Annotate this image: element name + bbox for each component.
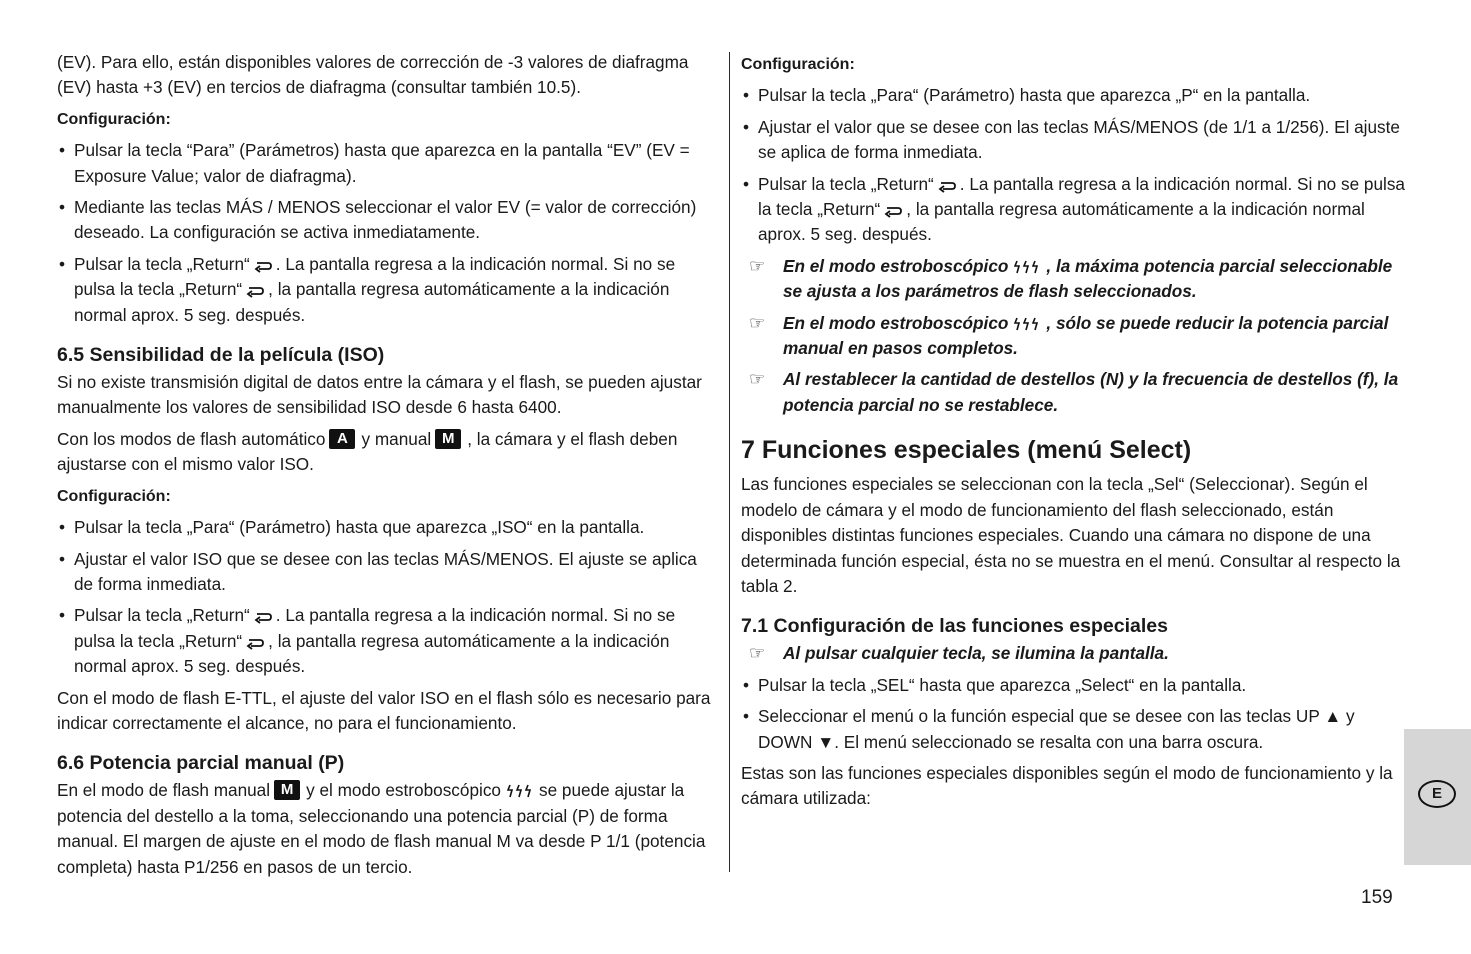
note-item (741, 367, 1406, 418)
note-text: En el modo estroboscópico (783, 312, 1009, 333)
bullet-item (741, 704, 1406, 755)
paragraph (57, 778, 719, 880)
bullet-text: . La pantalla regresa a la indicación normal. Si no se pulsa la tecla „Return“ (758, 173, 1405, 220)
bullet-dot: • (743, 85, 750, 106)
bullet-item (741, 115, 1406, 166)
bullet-text: Pulsar la tecla „Return“ (74, 253, 250, 274)
note-text: Al pulsar cualquier tecla, se ilumina la pantalla. (783, 643, 1169, 664)
note-item (741, 254, 1406, 305)
bullet-text: , la pantalla regresa automáticamente a la indicación normal aprox. 5 seg. después. (758, 199, 1365, 245)
note-text: En el modo estroboscópico (783, 255, 1009, 276)
bullet-text: Pulsar la tecla “Para” (Parámetros) hasta que aparezca en la pantalla “EV” (EV = Exposure Value; valor de diafragma). (74, 140, 690, 186)
manual-mode-symbol: M (435, 429, 461, 449)
auto-mode-symbol: A (329, 429, 355, 449)
bullet-item (57, 515, 719, 540)
bullet-item (57, 195, 719, 246)
config-heading: Configuración: (57, 110, 171, 128)
bullet-text: Ajustar el valor que se desee con las teclas MÁS/MENOS (de 1/1 a 1/256). El ajuste se aplica de forma inmediata. (758, 116, 1400, 163)
bullet-text: , la pantalla regresa automáticamente a la indicación normal aprox. 5 seg. después. (74, 279, 670, 325)
bullet-dot: • (743, 674, 750, 695)
chapter-heading-7: 7 Funciones especiales (menú Select) (741, 436, 1192, 465)
return-icon (937, 179, 957, 193)
page-number: 159 (1361, 887, 1393, 908)
paragraph: Estas son las funciones especiales disponibles según el modo de funcionamiento y la cámara utilizada: (741, 762, 1393, 809)
bullet-item (741, 673, 1406, 698)
bullet-text: Pulsar la tecla „Para“ (Parámetro) hasta que aparezca „ISO“ en la pantalla. (74, 517, 645, 538)
bullet-dot: • (59, 140, 66, 161)
paragraph-text: En el modo de flash manual (57, 780, 271, 801)
bullet-text: Pulsar la tecla „Return“ (758, 173, 934, 194)
paragraph-text: y el modo estroboscópico (306, 780, 501, 801)
stroboscopic-icon (1014, 317, 1040, 331)
note-text: , la máxima potencia parcial seleccionable se ajusta a los parámetros de flash seleccionados. (783, 255, 1393, 302)
bullet-item (57, 252, 719, 328)
pointing-hand-icon: ☞ (749, 312, 766, 333)
bullet-dot: • (59, 605, 66, 626)
bullet-text: Ajustar el valor ISO que se desee con las teclas MÁS/MENOS. El ajuste se aplica de forma inmediata. (74, 548, 697, 594)
bullet-text: , la pantalla regresa automáticamente a la indicación normal aprox. 5 seg. después. (74, 630, 670, 677)
paragraph-text: , la cámara y el flash deben ajustarse con el mismo valor ISO. (57, 428, 678, 475)
return-icon (883, 204, 903, 218)
language-tab-label: E (1418, 780, 1456, 808)
left-column (57, 50, 719, 886)
bullet-dot: • (59, 253, 66, 274)
bullet-item (57, 138, 719, 189)
bullet-item (57, 603, 719, 679)
bullet-text: Pulsar la tecla „Return“ (74, 605, 250, 626)
return-icon (245, 636, 265, 650)
bullet-text: . La pantalla regresa a la indicación normal. Si no se pulsa la tecla „Return“ (74, 605, 676, 651)
manual-mode-symbol: M (274, 780, 300, 800)
paragraph (57, 427, 719, 478)
bullet-dot: • (59, 197, 66, 218)
right-column (741, 50, 1406, 818)
bullet-dot: • (743, 116, 750, 137)
bullet-dot: • (743, 706, 750, 727)
stroboscopic-icon (507, 784, 533, 798)
note-text: Al restablecer la cantidad de destellos (N) y la frecuencia de destellos (f), la potencia parcial no se restablece. (783, 369, 1399, 415)
paragraph: Si no existe transmisión digital de datos entre la cámara y el flash, se pueden ajustar manualmente los valores de sensibilidad ISO desde 6 hasta 6400. (57, 372, 702, 418)
pointing-hand-icon: ☞ (749, 369, 766, 390)
paragraph-text: se puede ajustar la potencia del destello a la toma, seleccionando una potencia parcial (P) de forma manual. El margen de ajuste en el modo de flash manual M va desde P 1/1 (potencia completa) hasta P1/256 en pasos de un tercio. (57, 780, 706, 877)
bullet-text: Pulsar la tecla „Para“ (Parámetro) hasta que aparezca „P“ en la pantalla. (758, 85, 1311, 106)
bullet-item (741, 172, 1406, 248)
pointing-hand-icon: ☞ (749, 643, 766, 664)
bullet-dot: • (59, 517, 66, 538)
note-item (741, 641, 1406, 666)
bullet-dot: • (59, 548, 66, 569)
pointing-hand-icon: ☞ (749, 255, 766, 276)
column-divider (729, 52, 730, 872)
return-icon (245, 284, 265, 298)
bullet-text: Seleccionar el menú o la función especial que se desee con las teclas UP ▲ y DOWN ▼. El menú seleccionado se resalta con una barra oscura. (758, 706, 1355, 752)
bullet-dot: • (743, 173, 750, 194)
stroboscopic-icon (1014, 260, 1040, 274)
paragraph-text: Con los modos de flash automático (57, 428, 326, 449)
paragraph: Con el modo de flash E-TTL, el ajuste del valor ISO en el flash sólo es necesario para indicar correctamente el alcance, no para el funcionamiento. (57, 687, 711, 733)
bullet-text: Pulsar la tecla „SEL“ hasta que aparezca „Select“ en la pantalla. (758, 674, 1247, 695)
section-heading-7-1: 7.1 Configuración de las funciones especiales (741, 615, 1168, 638)
section-heading-6-6: 6.6 Potencia parcial manual (P) (57, 752, 345, 775)
language-tab (1404, 729, 1471, 865)
paragraph-text: y manual (361, 428, 432, 449)
config-heading: Configuración: (741, 56, 855, 73)
return-icon (253, 610, 273, 624)
paragraph: Las funciones especiales se seleccionan con la tecla „Sel“ (Seleccionar). Según el modelo de cámara y el modo de funcionamiento del flash seleccionado, están disponibles distintas funciones especiales. Cuando una cámara no dispone de una determinada función especial, ésta no se muestra en el menú. Consultar al respecto la tabla 2. (741, 474, 1401, 596)
note-item (741, 311, 1406, 362)
section-heading-6-5: 6.5 Sensibilidad de la película (ISO) (57, 344, 385, 367)
note-text: , sólo se puede reducir la potencia parcial manual en pasos completos. (783, 312, 1389, 359)
bullet-text: Mediante las teclas MÁS / MENOS seleccionar el valor EV (= valor de corrección) deseado. La configuración se activa inmediatamente. (74, 197, 697, 243)
bullet-text: . La pantalla regresa a la indicación normal. Si no se pulsa la tecla „Return“ (74, 253, 676, 300)
return-icon (253, 259, 273, 273)
paragraph: (EV). Para ello, están disponibles valores de corrección de -3 valores de diafragma (EV) hasta +3 (EV) en tercios de diafragma (consultar también 10.5). (57, 52, 689, 98)
config-heading: Configuración: (57, 487, 171, 505)
bullet-item (57, 547, 719, 598)
bullet-item (741, 83, 1406, 108)
